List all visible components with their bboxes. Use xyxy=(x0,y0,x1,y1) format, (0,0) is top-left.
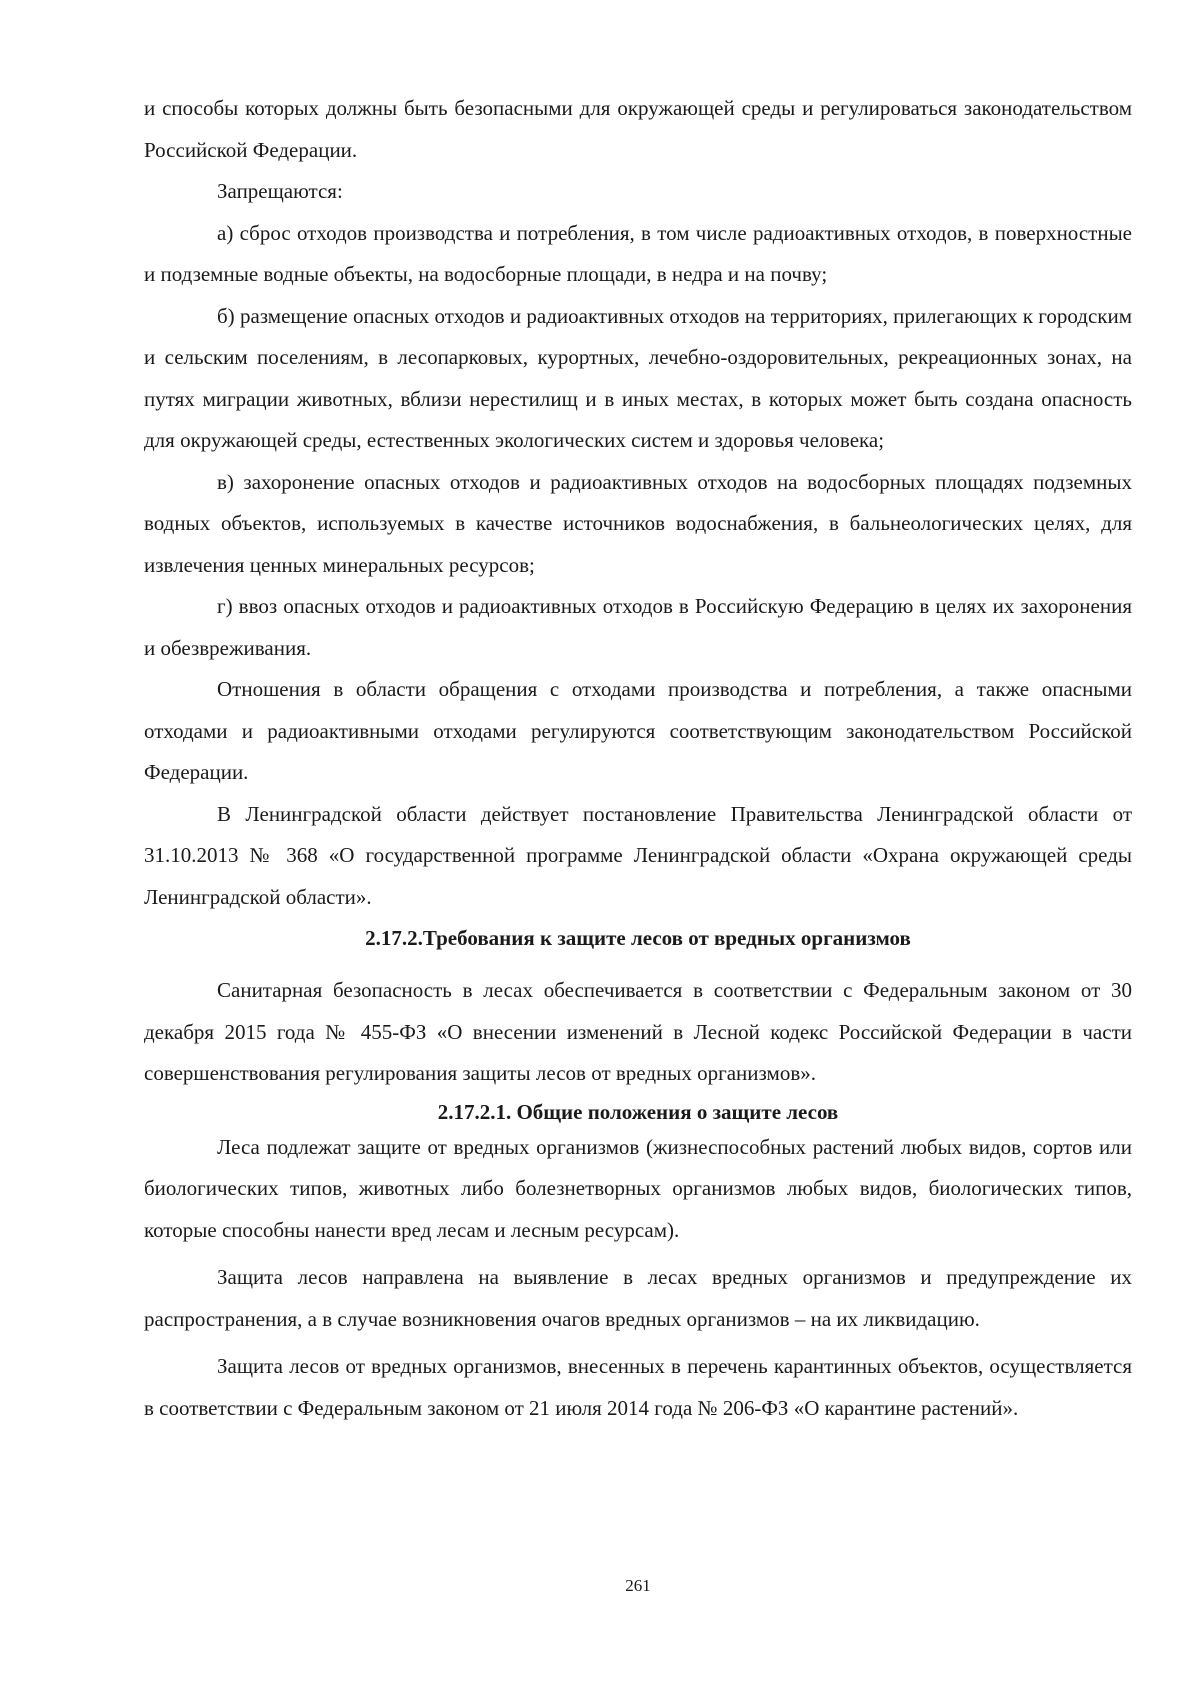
paragraph-waste-relations: Отношения в области обращения с отходами производства и потребления, а также опасными отходами и радиоактивными отходами регулируются соответствующим законодательством Российской Федерации. xyxy=(144,677,1132,784)
subsection-heading: 2.17.2.1. Общие положения о защите лесов xyxy=(437,1099,839,1124)
paragraph-protection-aim: Защита лесов направлена на выявление в лесах вредных организмов и предупреждение их распространения, а в случае возникновения очагов вредных организмов – на их ликвидацию. xyxy=(144,1265,1132,1331)
paragraph-forest-protection: Леса подлежат защите от вредных организмов (жизнеспособных растений любых видов, сортов или биологических типов, животных либо болезнетворных организмов любых видов, биологических типов, которые способны нанести вред лесам и лесным ресурсам). xyxy=(144,1134,1132,1242)
paragraph-continuation: и способы которых должны быть безопасными для окружающей среды и регулироваться законодательством Российской Федерации. xyxy=(144,96,1132,162)
paragraph-quarantine: Защита лесов от вредных организмов, внесенных в перечень карантинных объектов, осуществляется в соответствии с Федеральным законом от 21 июля 2014 года № 206-ФЗ «О карантине растений». xyxy=(144,1354,1132,1420)
paragraph-prohibited-intro: Запрещаются: xyxy=(217,179,343,203)
document-page xyxy=(144,88,1132,1429)
paragraph-leningrad-resolution: В Ленинградской области действует постановление Правительства Ленинградской области от 31.10.2013 № 368 «О государственной программе Ленинградской области «Охрана окружающей среды Ленинградской области». xyxy=(144,801,1132,909)
list-item-v: в) захоронение опасных отходов и радиоактивных отходов на водосборных площадях подземных водных объектов, используемых в качестве источников водоснабжения, в бальнеологических целях, для извлечения ценных минеральных ресурсов; xyxy=(144,469,1132,577)
list-item-b: б) размещение опасных отходов и радиоактивных отходов на территориях, прилегающих к городским и сельским поселениям, в лесопарковых, курортных, лечебно-оздоровительных, рекреационных зонах, на путях миграции животных, вблизи нерестилищ и в иных местах, в которых может быть создана опасность для окружающей среды, естественных экологических систем и здоровья человека; xyxy=(144,303,1132,452)
page-number: 261 xyxy=(625,1576,651,1595)
list-item-g: г) ввоз опасных отходов и радиоактивных отходов в Российскую Федерацию в целях их захоронения и обезвреживания. xyxy=(144,594,1132,660)
paragraph-sanitary-safety: Санитарная безопасность в лесах обеспечивается в соответствии с Федеральным законом от 30 декабря 2015 года № 455-ФЗ «О внесении изменений в Лесной кодекс Российской Федерации в части совершенствования регулирования защиты лесов от вредных организмов». xyxy=(144,978,1132,1085)
section-heading: 2.17.2.Требования к защите лесов от вредных организмов xyxy=(365,926,911,950)
list-item-a: а) сброс отходов производства и потребления, в том числе радиоактивных отходов, в поверхностные и подземные водные объекты, на водосборные площади, в недра и на почву; xyxy=(144,220,1132,286)
